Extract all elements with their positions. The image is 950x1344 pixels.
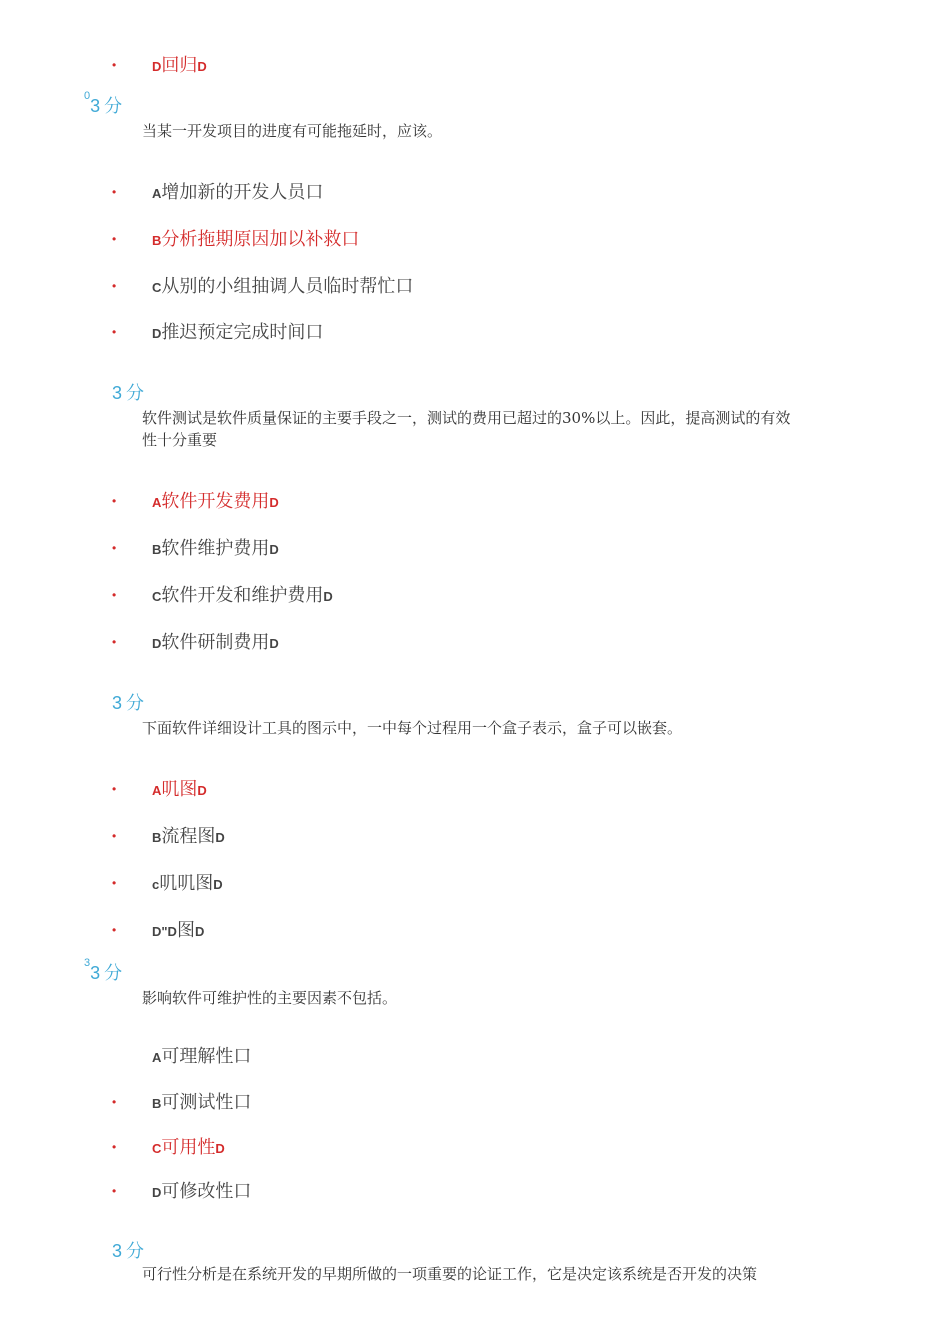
option-letter: C bbox=[152, 589, 162, 604]
question-score bbox=[84, 959, 122, 985]
bullet-marker: • bbox=[112, 829, 117, 843]
option-letter: D bbox=[152, 1185, 162, 1200]
answer-option-correct[interactable] bbox=[152, 51, 207, 77]
score-unit: 分 bbox=[126, 693, 145, 714]
bullet-marker: • bbox=[112, 635, 117, 649]
option-letter: B bbox=[152, 542, 162, 557]
answer-option-correct[interactable] bbox=[152, 775, 207, 801]
option-suffix: D bbox=[269, 636, 279, 651]
score-value: 3 bbox=[112, 1241, 123, 1261]
score-unit: 分 bbox=[104, 963, 123, 984]
option-suffix: D bbox=[197, 59, 207, 74]
answer-option[interactable] bbox=[152, 869, 223, 895]
bullet-marker: • bbox=[112, 923, 117, 937]
answer-option-correct[interactable] bbox=[152, 225, 359, 251]
option-letter: B bbox=[152, 1096, 162, 1111]
score-prefix: 3 bbox=[84, 957, 91, 969]
score-value: 3 bbox=[112, 693, 123, 713]
bullet-marker: • bbox=[112, 541, 117, 555]
score-value: 3 bbox=[90, 963, 101, 983]
option-suffix: D bbox=[269, 495, 279, 510]
option-text: 可测试性口 bbox=[161, 1092, 252, 1113]
option-letter: D bbox=[152, 59, 162, 74]
answer-option[interactable] bbox=[152, 1177, 251, 1203]
option-letter: A bbox=[152, 783, 162, 798]
answer-option[interactable] bbox=[152, 178, 323, 204]
option-suffix: D bbox=[215, 1141, 225, 1156]
question-score bbox=[112, 379, 144, 405]
option-text: 增加新的开发人员口 bbox=[161, 182, 324, 203]
answer-option-correct[interactable] bbox=[152, 487, 279, 513]
question-text: 影响软件可维护性的主要因素不包括。 bbox=[142, 989, 398, 1007]
option-letter: D bbox=[152, 326, 162, 341]
score-value: 3 bbox=[112, 383, 123, 403]
answer-option[interactable] bbox=[152, 318, 323, 344]
bullet-marker: • bbox=[112, 325, 117, 339]
option-text: 可用性 bbox=[161, 1137, 216, 1158]
option-letter: C bbox=[152, 280, 162, 295]
option-suffix: D bbox=[197, 783, 207, 798]
question-text: 软件测试是软件质量保证的主要手段之一，测试的费用已超过的30%以上。因此，提高测试的有效性十分重要 bbox=[142, 409, 791, 449]
bullet-marker: • bbox=[112, 1095, 117, 1109]
option-text: 可理解性口 bbox=[161, 1046, 252, 1067]
question-text: 可行性分析是在系统开发的早期所做的一项重要的论证工作，它是决定该系统是否开发的决策 bbox=[142, 1265, 758, 1283]
score-value: 3 bbox=[90, 96, 101, 116]
option-letter: A bbox=[152, 495, 162, 510]
question-score bbox=[112, 1237, 144, 1263]
option-letter: A bbox=[152, 186, 162, 201]
answer-option[interactable] bbox=[152, 1042, 251, 1068]
score-unit: 分 bbox=[104, 96, 123, 117]
option-suffix: D bbox=[194, 924, 205, 939]
bullet-marker: • bbox=[112, 185, 117, 199]
question-score bbox=[112, 689, 144, 715]
option-suffix: D bbox=[269, 542, 279, 557]
bullet-marker: • bbox=[112, 588, 117, 602]
option-letter: B bbox=[152, 233, 162, 248]
option-letter: D"D bbox=[152, 924, 177, 939]
bullet-marker: • bbox=[112, 782, 117, 796]
option-text: 可修改性口 bbox=[161, 1181, 252, 1202]
answer-option[interactable] bbox=[152, 916, 204, 942]
bullet-marker: • bbox=[112, 232, 117, 246]
option-text: 叽图 bbox=[161, 779, 198, 800]
answer-option[interactable] bbox=[152, 581, 333, 607]
score-unit: 分 bbox=[126, 383, 145, 404]
option-text: 推迟预定完成时间口 bbox=[161, 322, 324, 343]
question-text: 当某一开发项目的进度有可能拖延时，应该。 bbox=[142, 122, 443, 140]
option-letter: c bbox=[152, 877, 160, 892]
option-text: 从别的小组抽调人员临时帮忙口 bbox=[161, 276, 414, 297]
answer-option[interactable] bbox=[152, 272, 413, 298]
option-text: 叽叽图 bbox=[159, 873, 214, 894]
option-text: 软件研制费用 bbox=[161, 632, 270, 653]
score-prefix: 0 bbox=[84, 90, 91, 102]
bullet-marker: • bbox=[112, 494, 117, 508]
bullet-marker: • bbox=[112, 1140, 117, 1154]
option-text: 回归 bbox=[161, 55, 198, 76]
question-score bbox=[84, 92, 122, 118]
answer-option[interactable] bbox=[152, 628, 279, 654]
answer-option[interactable] bbox=[152, 534, 279, 560]
question-text: 下面软件详细设计工具的图示中，一中每个过程用一个盒子表示，盒子可以嵌套。 bbox=[142, 719, 683, 737]
answer-option-correct[interactable] bbox=[152, 1133, 225, 1159]
bullet-marker: • bbox=[112, 1184, 117, 1198]
option-text: 分析拖期原因加以补救口 bbox=[161, 229, 360, 250]
bullet-marker: • bbox=[112, 58, 117, 72]
answer-option[interactable] bbox=[152, 1088, 251, 1114]
option-text: 流程图 bbox=[161, 826, 216, 847]
option-letter: C bbox=[152, 1141, 162, 1156]
bullet-marker: • bbox=[112, 279, 117, 293]
option-text: 图 bbox=[176, 920, 195, 941]
option-suffix: D bbox=[323, 589, 333, 604]
bullet-marker: • bbox=[112, 876, 117, 890]
score-unit: 分 bbox=[126, 1241, 145, 1262]
option-text: 软件开发和维护费用 bbox=[161, 585, 324, 606]
option-suffix: D bbox=[213, 877, 223, 892]
option-letter: B bbox=[152, 830, 162, 845]
option-letter: D bbox=[152, 636, 162, 651]
option-text: 软件开发费用 bbox=[161, 491, 270, 512]
answer-option[interactable] bbox=[152, 822, 225, 848]
option-text: 软件维护费用 bbox=[161, 538, 270, 559]
option-suffix: D bbox=[215, 830, 225, 845]
option-letter: A bbox=[152, 1050, 162, 1065]
